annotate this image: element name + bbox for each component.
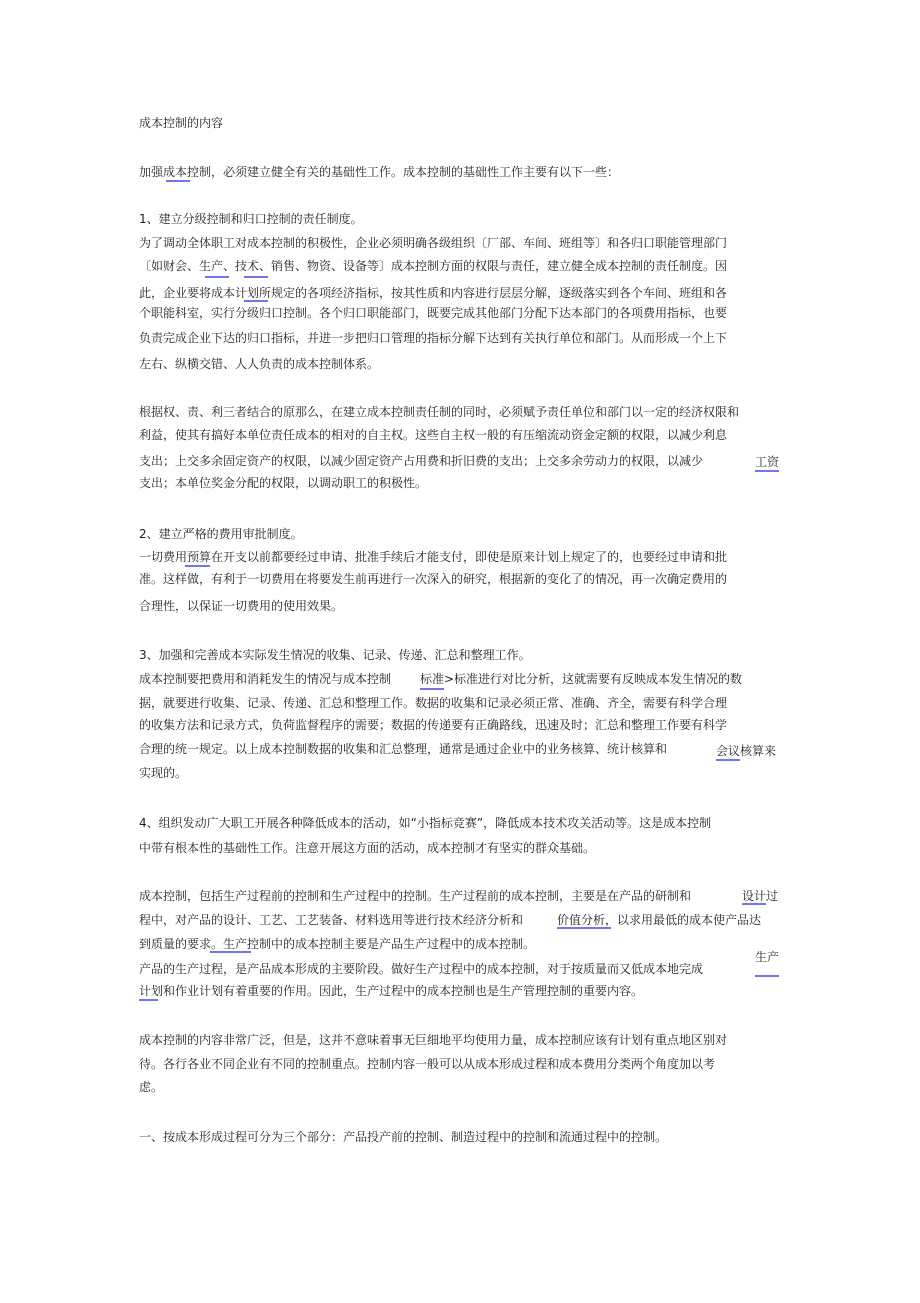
section-1-heading: 1、建立分级控制和归口控制的责任制度。	[139, 212, 363, 226]
text-line: 准。这样做，有利于一切费用在将要发生前再进行一次深入的研究，根据新的变化了的情况，再一次确定费用的	[139, 572, 728, 586]
text-line: 左右、纵横交错、人人负责的成本控制体系。	[139, 357, 380, 371]
intro-paragraph: 加强成本控制，必须建立健全有关的基础性工作。成本控制的基础性工作主要有以下一些：	[139, 165, 620, 179]
text-line: 的收集方法和记录方式，负荷监督程序的需要；数据的传递要有正确路线，迅速及时；汇总和整理工作要有科学	[139, 718, 728, 732]
text-line: 产品的生产过程，是产品成本形成的主要阶段。做好生产过程中的成本控制，对于按质量而又低成本地完成	[139, 962, 704, 976]
link-underline	[755, 975, 779, 977]
text-line: 〔如财会、生产、技术、销售、物资、设备等〕成本控制方面的权限与责任，建立健全成本控制的责任制度。因	[139, 259, 728, 273]
text-line: 支出；上交多余固定资产的权限，以减少固定资产占用费和折旧费的支出；上交多余劳动力的权限，以减少	[139, 454, 704, 468]
link-underline	[742, 903, 766, 905]
link-wages[interactable]: 工资	[755, 455, 780, 469]
link-underline	[139, 999, 158, 1001]
link-value-analysis[interactable]: 价值分析，以求用最低的成本使产品达	[557, 913, 762, 927]
text-line: 为了调动全体职工对成本控制的积极性，企业必须明确各级组织〔厂部、车间、班组等〕和各归口职能管理部门	[139, 236, 728, 250]
link-underline	[205, 276, 229, 278]
section-2-heading: 2、建立严格的费用审批制度。	[139, 527, 303, 541]
link-underline	[716, 759, 740, 761]
link-underline	[185, 565, 210, 567]
text-line: 利益，使其有搞好本单位责任成本的相对的自主权。这些自主权一般的有压缩流动资金定额的权限，以减少利息	[139, 428, 728, 442]
link-design[interactable]: 设计过	[742, 889, 779, 903]
section-3-heading: 3、加强和完善成本实际发生情况的收集、记录、传递、汇总和整理工作。	[139, 648, 531, 662]
text-line: 成本控制要把费用和消耗发生的情况与成本控制	[139, 672, 392, 686]
section-4-heading: 4、组织发动广大职工开展各种降低成本的活动，如“小指标竞赛”，降低成本技术攻关活动等。这是成本控制	[139, 816, 712, 830]
link-underline	[755, 470, 779, 472]
text-line: 待。各行各业不同企业有不同的控制重点。控制内容一般可以从成本形成过程和成本费用分类两个角度加以考	[139, 1057, 716, 1071]
link-production[interactable]: 生产	[755, 950, 780, 964]
document-title: 成本控制的内容	[139, 116, 224, 130]
text-line: 合理性，以保证一切费用的使用效果。	[139, 599, 344, 613]
text-line: 支出；本单位奖金分配的权限，以调动职工的积极性。	[139, 476, 428, 490]
text-line: 据，就要进行收集、记录、传递、汇总和整理工作。数据的收集和记录必须正常、准确、齐全，需要有科学合理	[139, 696, 728, 710]
link-underline	[244, 300, 268, 302]
link-underline	[420, 688, 444, 690]
text-line: 一、按成本形成过程可分为三个部分：产品投产前的控制、制造过程中的控制和流通过程中的控制。	[139, 1130, 668, 1144]
link-standard[interactable]: 标准>标准进行对比分析，这就需要有反映成本发生情况的数	[420, 672, 743, 686]
text-line: 程中，对产品的设计、工艺、工艺装备、材料选用等进行技术经济分析和	[139, 913, 524, 927]
text-line: 虑。	[139, 1080, 164, 1094]
text-line: 成本控制的内容非常广泛，但是，这并不意味着事无巨细地平均使用力量，成本控制应该有计划有重点地区别对	[139, 1033, 728, 1047]
text-line: 根据权、责、利三者结合的原那么，在建立成本控制责任制的同时，必须赋予责任单位和部门以一定的经济权限和	[139, 405, 740, 419]
text-line: 中带有根本性的基础性工作。注意开展这方面的活动，成本控制才有坚实的群众基础。	[139, 841, 596, 855]
link-underline	[244, 276, 268, 278]
text-line: 此，企业要将成本计划所规定的各项经济指标，按其性质和内容进行层层分解，逐级落实到各个车间、班组和各	[139, 286, 728, 300]
text-line: 成本控制，包括生产过程前的控制和生产过程中的控制。生产过程前的成本控制，主要是在产品的研制和	[139, 889, 692, 903]
text-line: 计划和作业计划有着重要的作用。因此，生产过程中的成本控制也是生产管理控制的重要内容。	[139, 984, 644, 998]
text-line: 一切费用预算在开支以前都要经过申请、批准手续后才能支付，即使是原来计划上规定了的，也要经过申请和批	[139, 550, 728, 564]
link-underline	[166, 180, 190, 182]
text-line: 合理的统一规定。以上成本控制数据的收集和汇总整理，通常是通过企业中的业务核算、统计核算和	[139, 742, 668, 756]
text-line: 个职能科室，实行分级归口控制。各个归口职能部门，既要完成其他部门分配下达本部门的各项费用指标，也要	[139, 306, 728, 320]
text-line: 负责完成企业下达的归口指标，并进一步把归口管理的指标分解下达到有关执行单位和部门。从而形成一个上下	[139, 331, 728, 345]
text-line: 实现的。	[139, 766, 188, 780]
text-line: 到质量的要求。生产控制中的成本控制主要是产品生产过程中的成本控制。	[139, 937, 536, 951]
link-underline	[210, 951, 251, 953]
link-accounting[interactable]: 会议核算来	[716, 744, 777, 758]
link-underline	[557, 927, 611, 929]
